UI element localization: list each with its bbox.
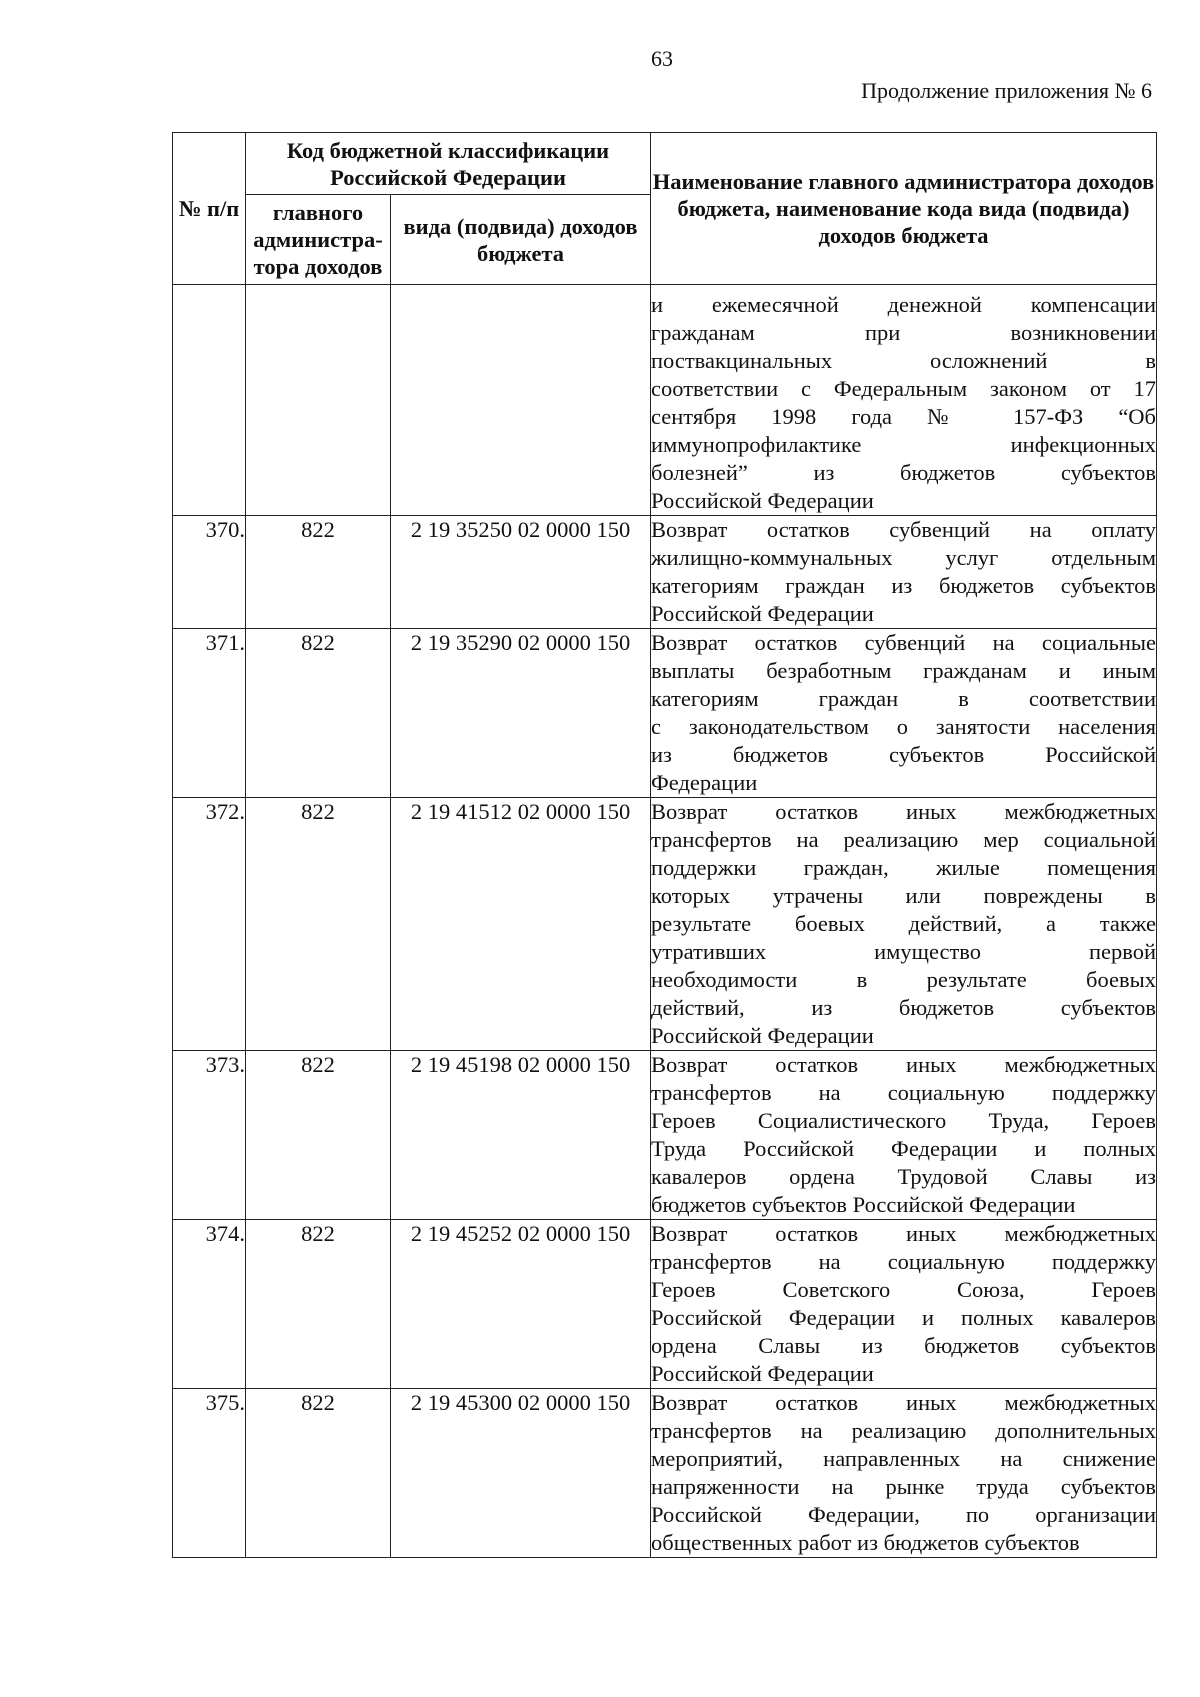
name-text-line: напряженности на рынке труда субъектов: [651, 1474, 1157, 1499]
name-text-line: трансфертов на реализацию дополнительных: [651, 1418, 1157, 1443]
cell-income-code: 2 19 35290 02 0000 150: [391, 629, 651, 798]
table-header: [173, 133, 1157, 285]
name-text-line: категориям граждан из бюджетов субъектов: [651, 573, 1157, 598]
cell-income-name: [651, 1389, 1157, 1558]
table-row-continuation: [173, 285, 1157, 516]
name-text-line: Возврат остатков иных межбюджетных: [651, 799, 1157, 824]
cell-row-number: 371.: [173, 629, 246, 798]
cell-administrator-code: 822: [246, 798, 391, 1051]
name-text-line: категориям граждан в соответствии: [651, 686, 1157, 711]
table-row: [173, 1051, 1157, 1220]
name-text-line: иммунопрофилактике инфекционных: [651, 432, 1157, 457]
cell-row-number: 375.: [173, 1389, 246, 1558]
name-text-line: трансфертов на реализацию мер социальной: [651, 827, 1157, 852]
name-text-line: Возврат остатков иных межбюджетных: [651, 1221, 1157, 1246]
cell-row-number: 372.: [173, 798, 246, 1051]
name-text-line: Возврат остатков субвенций на социальные: [651, 630, 1157, 655]
name-text-line: жилищно-коммунальных услуг отдельным: [651, 545, 1157, 570]
name-text-line: Российской Федерации, по организации: [651, 1502, 1157, 1527]
name-text-line: Российской Федерации: [651, 1361, 874, 1386]
name-text-line: мероприятий, направленных на снижение: [651, 1446, 1157, 1471]
header-budget-classification-code: Код бюджетной классификации Российской Федерации: [246, 133, 651, 195]
header-row-number: № п/п: [173, 133, 246, 285]
cell-income-name: [651, 1051, 1157, 1220]
cell-income-code: [391, 285, 651, 516]
name-text-line: кавалеров ордена Трудовой Славы из: [651, 1164, 1157, 1189]
table-body: [173, 285, 1157, 1558]
name-text-line: Труда Российской Федерации и полных: [651, 1136, 1157, 1161]
name-text-line: результате боевых действий, а также: [651, 911, 1157, 936]
name-text-line: соответствии с Федеральным законом от 17: [651, 376, 1157, 401]
header-main-administrator: главного администра-тора доходов: [246, 195, 391, 285]
name-text-line: поддержки граждан, жилые помещения: [651, 855, 1157, 880]
name-text-line: из бюджетов субъектов Российской: [651, 742, 1157, 767]
cell-name-continuation: [651, 285, 1157, 516]
name-text-line: Возврат остатков иных межбюджетных: [651, 1052, 1157, 1077]
name-text-line: Возврат остатков иных межбюджетных: [651, 1390, 1157, 1415]
name-text-line: поствакцинальных осложнений в: [651, 348, 1157, 373]
header-income-kind: вида (подвида) доходов бюджета: [391, 195, 651, 285]
appendix-continuation-label: Продолжение приложения № 6: [861, 78, 1152, 103]
name-text-line: бюджетов субъектов Российской Федерации: [651, 1192, 1076, 1217]
page-number: 63: [651, 46, 673, 71]
cell-income-name: [651, 1220, 1157, 1389]
cell-administrator-code: [246, 285, 391, 516]
cell-income-name: [651, 629, 1157, 798]
name-text-line: общественных работ из бюджетов субъектов: [651, 1530, 1080, 1555]
name-text-line: которых утрачены или повреждены в: [651, 883, 1157, 908]
cell-income-code: 2 19 45300 02 0000 150: [391, 1389, 651, 1558]
name-text-line: трансфертов на социальную поддержку: [651, 1249, 1157, 1274]
name-text-line: Федерации: [651, 770, 758, 795]
cell-row-number: 374.: [173, 1220, 246, 1389]
name-text-line: Российской Федерации: [651, 601, 874, 626]
name-text-line: Возврат остатков субвенций на оплату: [651, 517, 1157, 542]
cell-administrator-code: 822: [246, 1389, 391, 1558]
table-row: [173, 629, 1157, 798]
name-text-line: Героев Советского Союза, Героев: [651, 1277, 1157, 1302]
name-text-line: Российской Федерации: [651, 1023, 874, 1048]
cell-row-number: 370.: [173, 516, 246, 629]
table-row: [173, 516, 1157, 629]
header-administrator-name: Наименование главного администратора доходов бюджета, наименование кода вида (подвида) доходов бюджета: [651, 133, 1157, 285]
name-text-line: действий, из бюджетов субъектов: [651, 995, 1157, 1020]
cell-administrator-code: 822: [246, 1051, 391, 1220]
cell-income-code: 2 19 41512 02 0000 150: [391, 798, 651, 1051]
cell-administrator-code: 822: [246, 516, 391, 629]
cell-income-name: [651, 798, 1157, 1051]
cell-row-number: [173, 285, 246, 516]
budget-classification-table: [172, 132, 1157, 1558]
cell-income-code: 2 19 45252 02 0000 150: [391, 1220, 651, 1389]
name-text-line: с законодательством о занятости населения: [651, 714, 1157, 739]
name-text-line: Российской Федерации и полных кавалеров: [651, 1305, 1157, 1330]
cell-row-number: 373.: [173, 1051, 246, 1220]
table-row: [173, 798, 1157, 1051]
name-text-line: необходимости в результате боевых: [651, 967, 1157, 992]
table-row: [173, 1389, 1157, 1558]
cell-income-name: [651, 516, 1157, 629]
table-row: [173, 1220, 1157, 1389]
name-text-line: утративших имущество первой: [651, 939, 1157, 964]
name-text-line: ордена Славы из бюджетов субъектов: [651, 1333, 1157, 1358]
cell-income-code: 2 19 45198 02 0000 150: [391, 1051, 651, 1220]
name-text-line: гражданам при возникновении: [651, 320, 1157, 345]
name-text-line: Героев Социалистического Труда, Героев: [651, 1108, 1157, 1133]
name-text-line: болезней” из бюджетов субъектов: [651, 460, 1157, 485]
name-text-line: сентября 1998 года № 157-ФЗ “Об: [651, 404, 1157, 429]
cell-income-code: 2 19 35250 02 0000 150: [391, 516, 651, 629]
cell-administrator-code: 822: [246, 629, 391, 798]
cell-administrator-code: 822: [246, 1220, 391, 1389]
name-text-line: и ежемесячной денежной компенсации: [651, 292, 1157, 317]
name-text-line: выплаты безработным гражданам и иным: [651, 658, 1157, 683]
name-text-line: трансфертов на социальную поддержку: [651, 1080, 1157, 1105]
name-text-line: Российской Федерации: [651, 488, 874, 513]
